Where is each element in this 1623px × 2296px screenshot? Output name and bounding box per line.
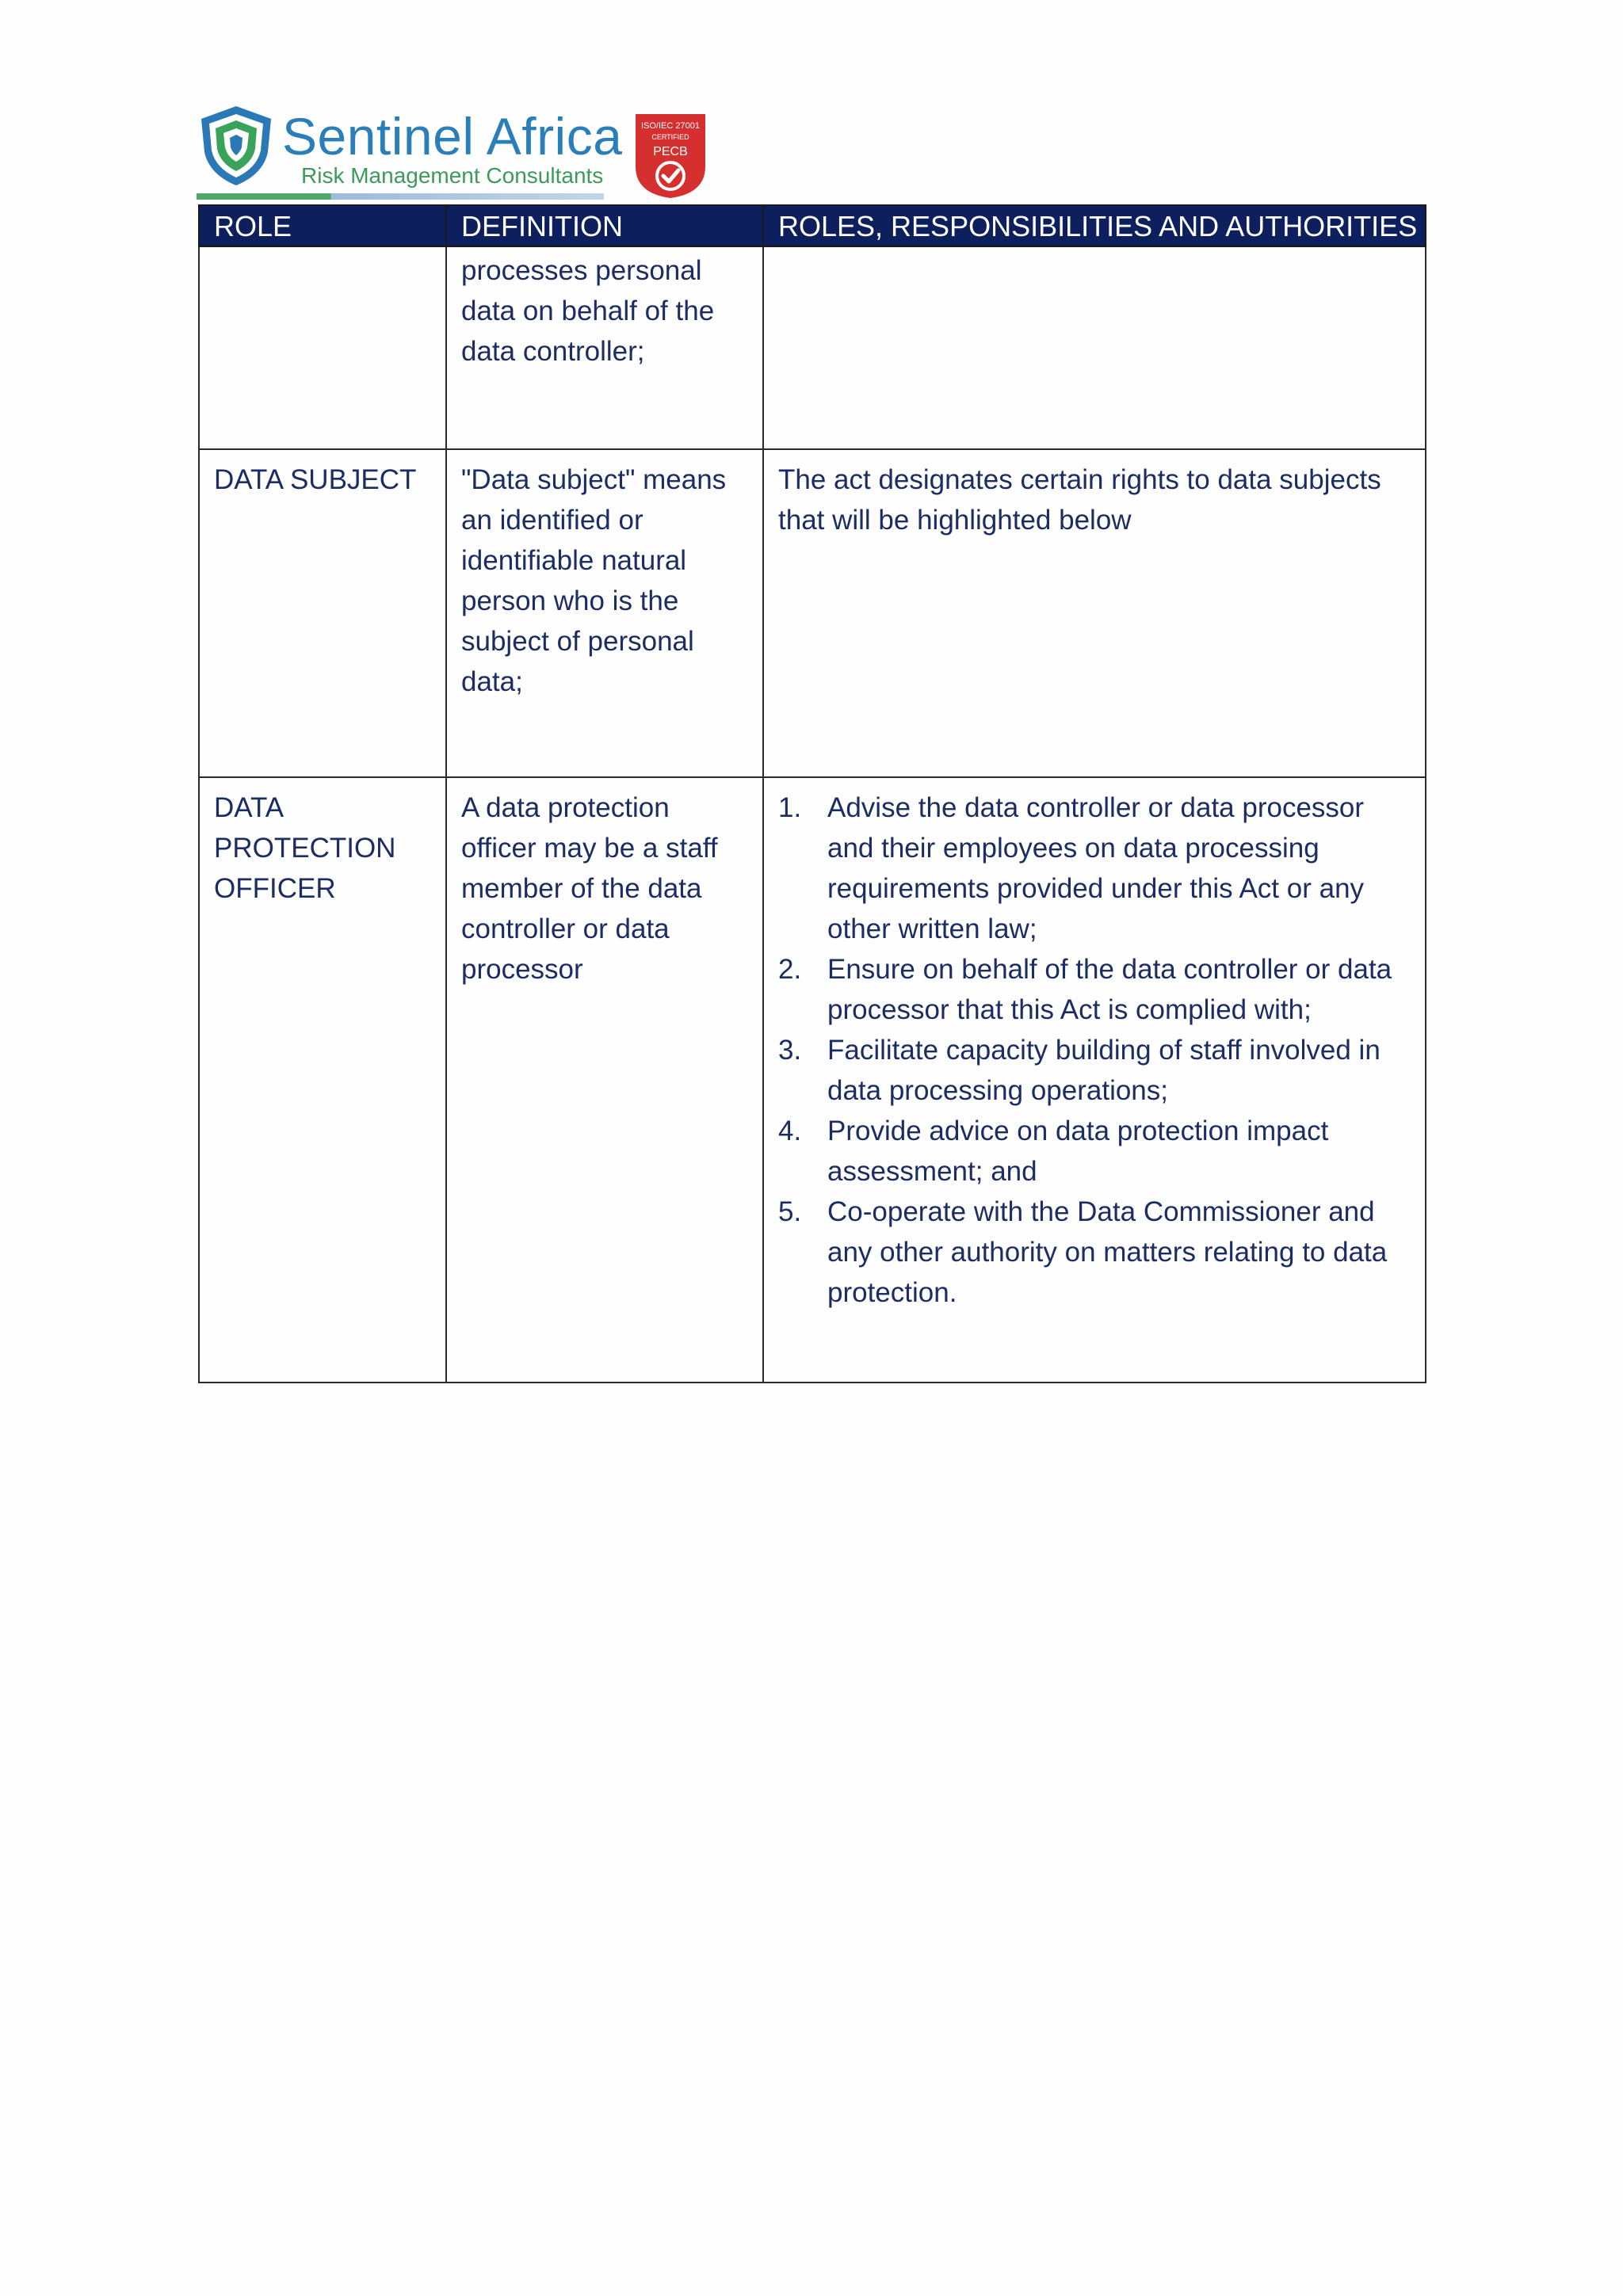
- list-item-text: Advise the data controller or data processor and their employees on data processing requirements provided under this Act or any other written law;: [827, 792, 1365, 944]
- list-item-number: 4.: [778, 1116, 802, 1146]
- company-name: Sentinel Africa: [282, 107, 623, 166]
- shield-logo-icon: [197, 103, 276, 189]
- list-item: [778, 1030, 1411, 1111]
- list-item-text: Ensure on behalf of the data controller or data processor that this Act is complied with;: [827, 954, 1392, 1025]
- table-row: [199, 246, 1426, 449]
- definition-cell: processes personal data on behalf of the data controller;: [446, 246, 763, 449]
- iso-certification-badge-icon: [632, 111, 708, 200]
- list-item: [778, 949, 1411, 1030]
- badge-line-certified: CERTIFIED: [651, 133, 689, 141]
- list-item: [778, 788, 1411, 949]
- list-item: [778, 1111, 1411, 1192]
- table-header-row: [199, 205, 1426, 246]
- column-header-role: ROLE: [199, 205, 446, 246]
- list-item-number: 3.: [778, 1035, 802, 1066]
- responsibilities-cell: [763, 777, 1426, 1383]
- table-row: [199, 449, 1426, 777]
- list-item-text: Co-operate with the Data Commissioner and any other authority on matters relating to data protection.: [827, 1196, 1388, 1308]
- role-cell: [199, 246, 446, 449]
- list-item-number: 2.: [778, 954, 802, 985]
- column-header-responsibilities: ROLES, RESPONSIBILITIES AND AUTHORITIES: [763, 205, 1426, 246]
- list-item: [778, 1192, 1411, 1313]
- badge-line-standard: ISO/IEC 27001: [641, 121, 700, 131]
- responsibilities-cell: [763, 246, 1426, 449]
- badge-line-pecb: PECB: [653, 145, 688, 158]
- role-cell: DATA SUBJECT: [199, 449, 446, 777]
- logo-underline: [197, 193, 604, 200]
- list-item-number: 1.: [778, 792, 802, 823]
- list-item-text: Provide advice on data protection impact assessment; and: [827, 1116, 1329, 1187]
- definition-cell: "Data subject" means an identified or identifiable natural person who is the subject of personal data;: [446, 449, 763, 777]
- company-tagline: Risk Management Consultants: [301, 163, 604, 188]
- responsibilities-cell: The act designates certain rights to data subjects that will be highlighted below: [763, 449, 1426, 777]
- definition-cell: A data protection officer may be a staff member of the data controller or data processor: [446, 777, 763, 1383]
- column-header-definition: DEFINITION: [446, 205, 763, 246]
- role-cell: DATA PROTECTION OFFICER: [199, 777, 446, 1383]
- table-row: [199, 777, 1426, 1383]
- roles-table: [198, 204, 1426, 1383]
- responsibilities-list: [778, 788, 1411, 1313]
- list-item-text: Facilitate capacity building of staff involved in data processing operations;: [827, 1035, 1381, 1106]
- list-item-number: 5.: [778, 1196, 802, 1227]
